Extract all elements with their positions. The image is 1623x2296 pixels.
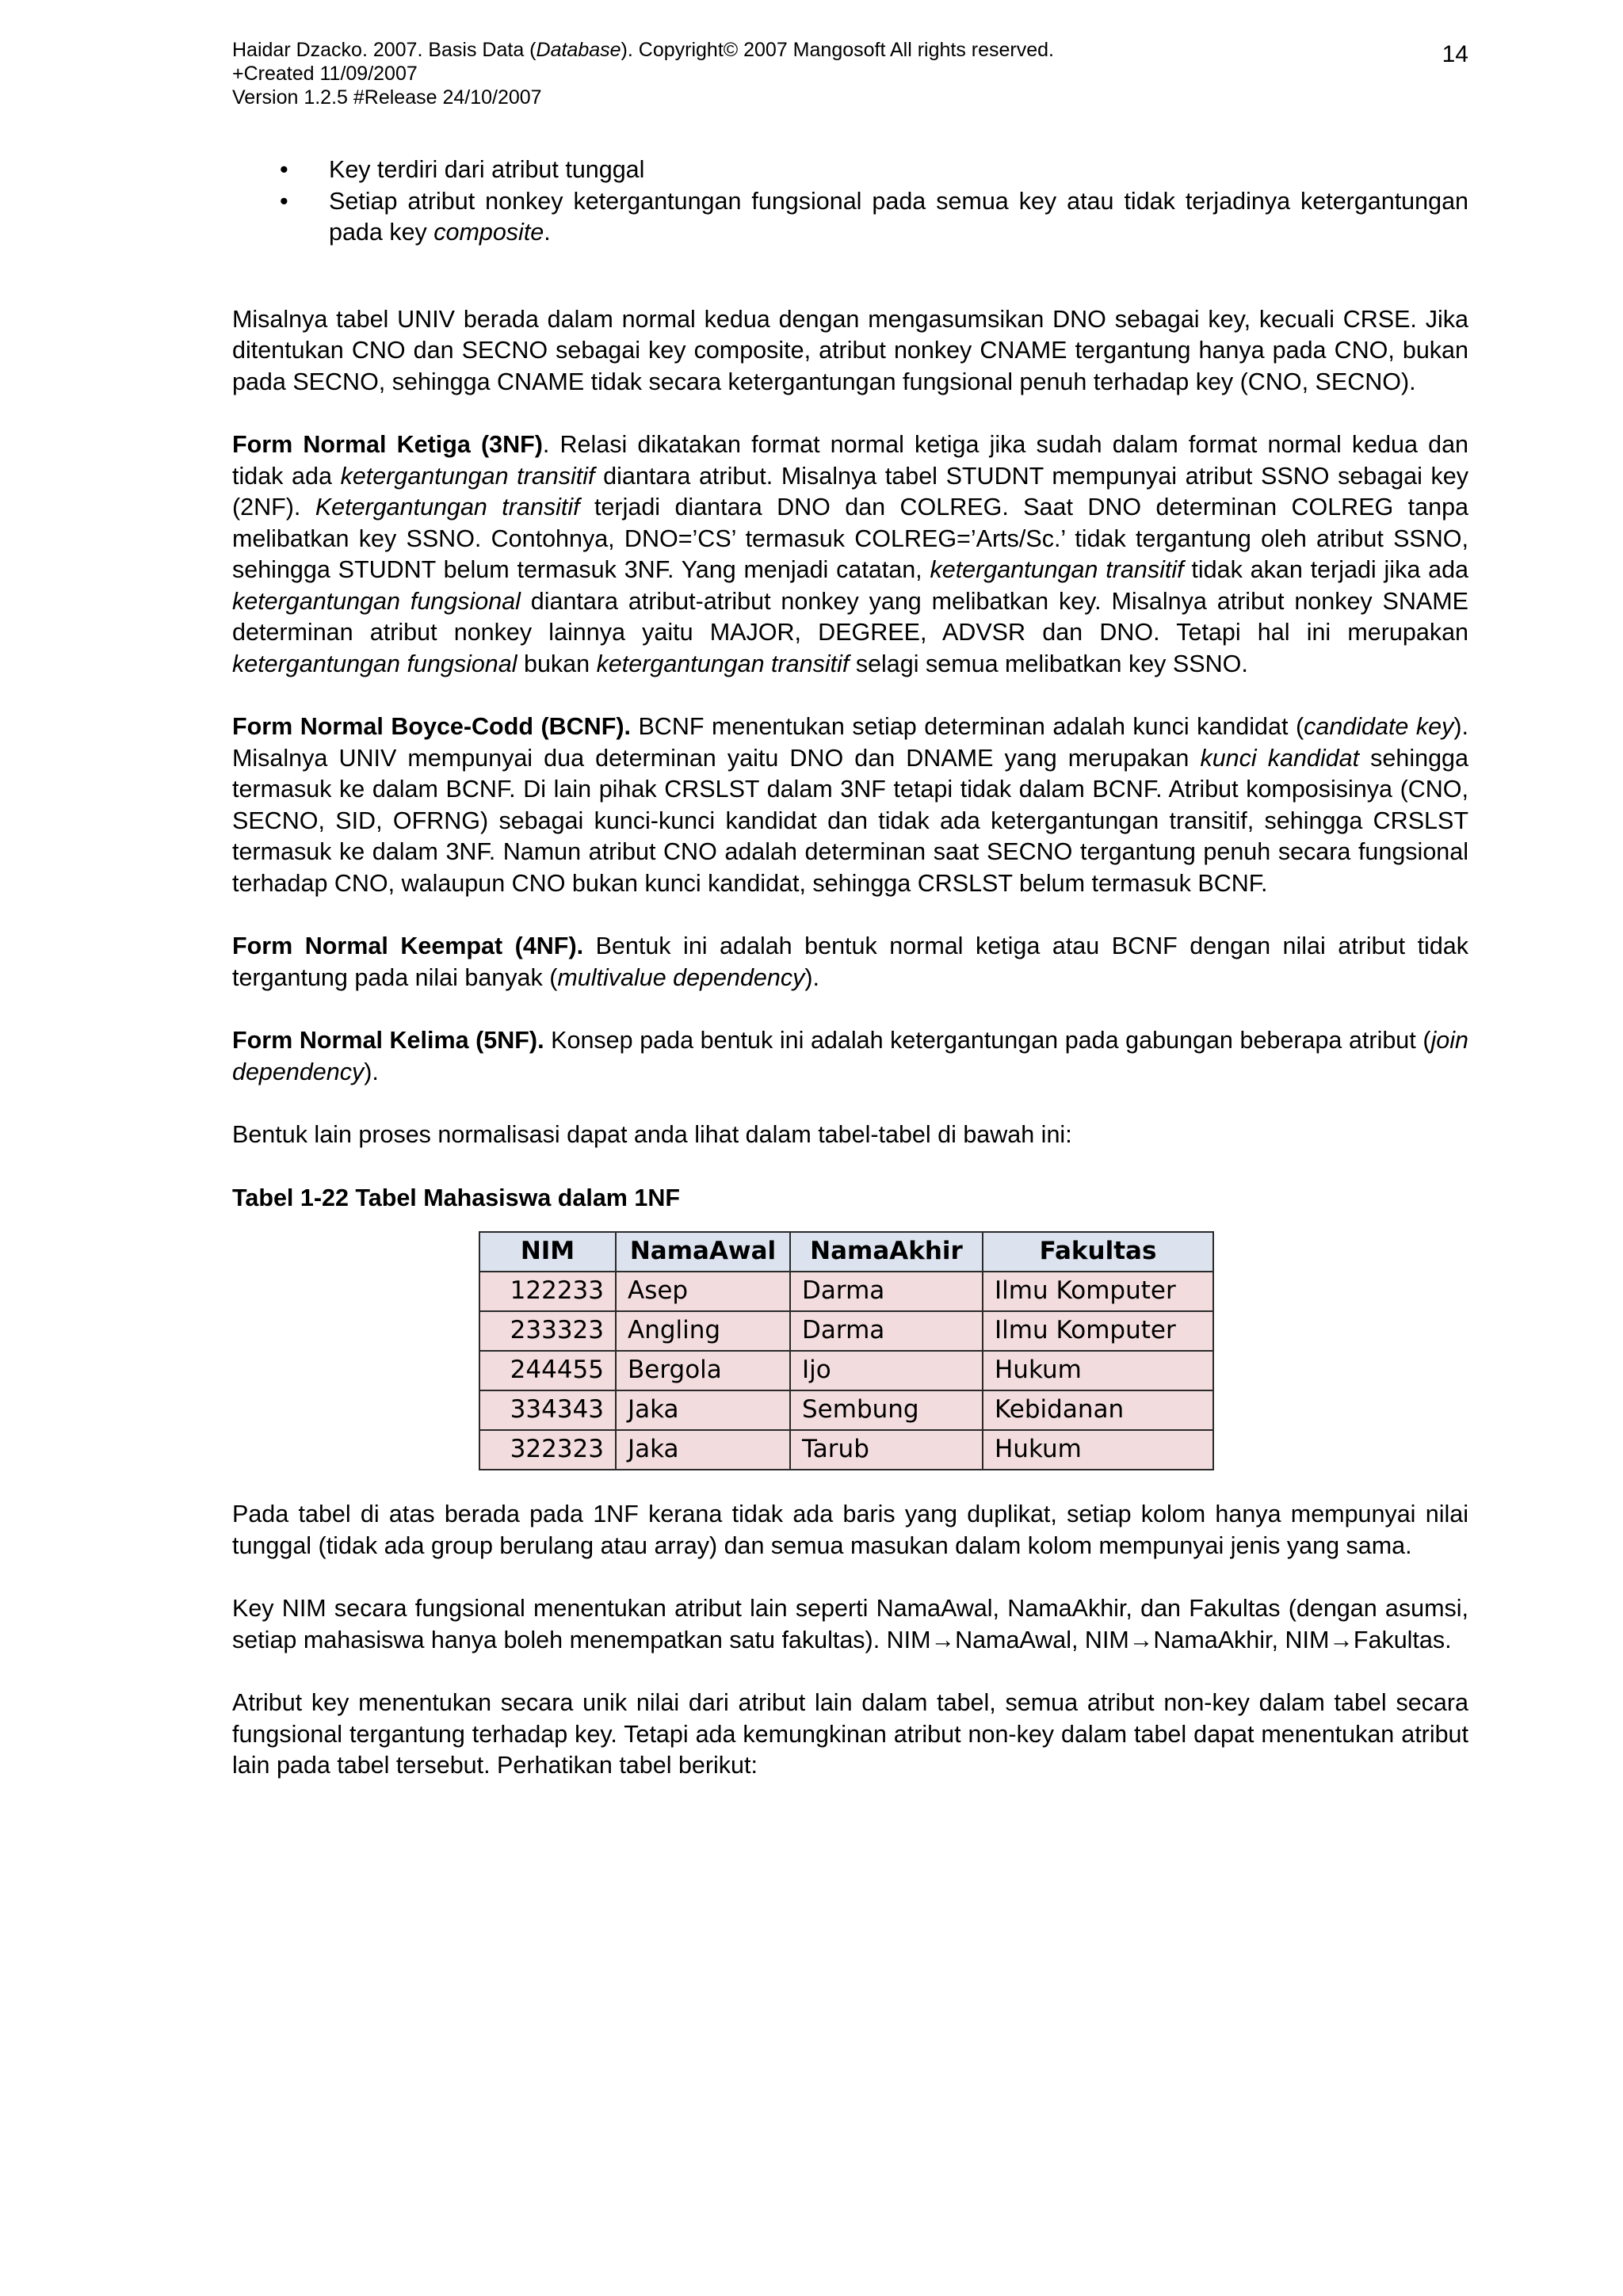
paragraph-atribut: Atribut key menentukan secara unik nilai dari atribut lain dalam tabel, semua atribut non-key dalam tabel secara fungsional tergantung terhadap key. Tetapi ada kemungkinan atribut non-key dalam tabel dapat menentukan atribut lain pada tabel tersebut. Perhatikan tabel berikut: (232, 1689, 1468, 1779)
table-header-row (479, 1232, 1213, 1272)
table-cell: Asep (616, 1272, 790, 1311)
table-row (479, 1351, 1213, 1390)
table-cell: 334343 (479, 1390, 616, 1430)
table-row (479, 1311, 1213, 1351)
column-header: NamaAwal (616, 1232, 790, 1272)
header-version: Version 1.2.5 #Release 24/10/2007 (232, 86, 542, 109)
page-number: 14 (1442, 41, 1468, 67)
mahasiswa-table (479, 1231, 1214, 1470)
paragraph-3nf: Form Normal Ketiga (3NF). Relasi dikatakan format normal ketiga jika sudah dalam format normal kedua dan tidak ada ketergantungan transitif diantara atribut. Misalnya tabel STUDNT mempunyai atribut SSNO sebagai key (2NF). Ketergantungan transitif terjadi diantara DNO dan COLREG. Saat DNO determinan COLREG tanpa melibatkan key SSNO. Contohnya, DNO=’CS’ termasuk COLREG=’Arts/Sc.’ tidak tergantung oleh atribut SSNO, sehingga STUDNT belum termasuk 3NF. Yang menjadi catatan, ketergantungan transitif tidak akan terjadi jika ada ketergantungan fungsional diantara atribut-atribut nonkey yang melibatkan key. Misalnya atribut nonkey SNAME determinan atribut nonkey lainnya yaitu MAJOR, DEGREE, ADVSR dan DNO. Tetapi hal ini merupakan ketergantungan fungsional bukan ketergantungan transitif selagi semua melibatkan key SSNO. (232, 431, 1469, 677)
table-cell: Ijo (790, 1351, 983, 1390)
table-cell: 122233 (479, 1272, 616, 1311)
table-caption: Tabel 1-22 Tabel Mahasiswa dalam 1NF (232, 1184, 681, 1211)
page-body (232, 154, 1468, 1814)
table-cell: Kebidanan (983, 1390, 1213, 1430)
header-citation: Haidar Dzacko. 2007. Basis Data (Database). Copyright© 2007 Mangosoft All rights reserved. (232, 39, 1055, 61)
heading-5nf: Form Normal Kelima (5NF). (232, 1027, 544, 1054)
paragraph-misalnya: Misalnya tabel UNIV berada dalam normal kedua dengan mengasumsikan DNO sebagai key, kecuali CRSE. Jika ditentukan CNO dan SECNO sebagai key composite, atribut nonkey CNAME tergantung hanya pada CNO, bukan pada SECNO, sehingga CNAME tidak secara ketergantungan fungsional penuh terhadap key (CNO, SECNO). (232, 305, 1468, 395)
table-cell: Darma (790, 1311, 983, 1351)
column-header: Fakultas (983, 1232, 1213, 1272)
table-cell: Angling (616, 1311, 790, 1351)
table-cell: Tarub (790, 1430, 983, 1470)
page-header (232, 38, 1468, 109)
bullet-list (232, 154, 1468, 249)
column-header: NIM (479, 1232, 616, 1272)
table-cell: 233323 (479, 1311, 616, 1351)
paragraph-bcnf: Form Normal Boyce-Codd (BCNF). BCNF menentukan setiap determinan adalah kunci kandidat (candidate key). Misalnya UNIV mempunyai dua determinan yaitu DNO dan DNAME yang merupakan kunci kandidat sehingga termasuk ke dalam BCNF. Di lain pihak CRSLST dalam 3NF tetapi tidak dalam BCNF. Atribut komposisinya (CNO, SECNO, SID, OFRNG) sebagai kunci-kunci kandidat dan tidak ada ketergantungan transitif, sehingga CRSLST termasuk ke dalam 3NF. Namun atribut CNO adalah determinan saat SECNO tergantung penuh secara fungsional terhadap CNO, walaupun CNO bukan kunci kandidat, sehingga CRSLST belum termasuk BCNF. (232, 713, 1468, 897)
table-cell: Bergola (616, 1351, 790, 1390)
table-cell: Jaka (616, 1390, 790, 1430)
list-item: • Key terdiri dari atribut tunggal (232, 154, 1468, 186)
table-row (479, 1430, 1213, 1470)
heading-4nf: Form Normal Keempat (4NF). (232, 933, 584, 959)
column-header: NamaAkhir (790, 1232, 983, 1272)
table-cell: Ilmu Komputer (983, 1272, 1213, 1311)
table-cell: 322323 (479, 1430, 616, 1470)
table-cell: 244455 (479, 1351, 616, 1390)
table-row (479, 1272, 1213, 1311)
table-cell: Jaka (616, 1430, 790, 1470)
table-row (479, 1390, 1213, 1430)
paragraph-key: Key NIM secara fungsional menentukan atribut lain seperti NamaAwal, NamaAkhir, dan Fakultas (dengan asumsi, setiap mahasiswa hanya boleh menempatkan satu fakultas). NIM→NamaAwal, NIM→NamaAkhir, NIM→Fakultas. (232, 1595, 1468, 1653)
paragraph-4nf: Form Normal Keempat (4NF). Bentuk ini adalah bentuk normal ketiga atau BCNF dengan nilai atribut tidak tergantung pada nilai banyak (multivalue dependency). (232, 933, 1468, 991)
paragraph-5nf: Form Normal Kelima (5NF). Konsep pada bentuk ini adalah ketergantungan pada gabungan beberapa atribut (join dependency). (232, 1027, 1468, 1085)
table-cell: Hukum (983, 1351, 1213, 1390)
list-item: • Setiap atribut nonkey ketergantungan fungsional pada semua key atau tidak terjadinya ketergantungan pada key composite. (232, 186, 1468, 249)
paragraph-bentuk: Bentuk lain proses normalisasi dapat anda lihat dalam tabel-tabel di bawah ini: (232, 1121, 1072, 1148)
table-cell: Sembung (790, 1390, 983, 1430)
paragraph-pada: Pada tabel di atas berada pada 1NF kerana tidak ada baris yang duplikat, setiap kolom hanya mempunyai nilai tunggal (tidak ada group berulang atau array) dan semua masukan dalam kolom mempunyai jenis yang sama. (232, 1501, 1468, 1559)
table-cell: Ilmu Komputer (983, 1311, 1213, 1351)
heading-bcnf: Form Normal Boyce-Codd (BCNF). (232, 713, 631, 740)
table-cell: Hukum (983, 1430, 1213, 1470)
table-cell: Darma (790, 1272, 983, 1311)
heading-3nf: Form Normal Ketiga (3NF) (232, 431, 543, 458)
header-created: +Created 11/09/2007 (232, 63, 418, 85)
